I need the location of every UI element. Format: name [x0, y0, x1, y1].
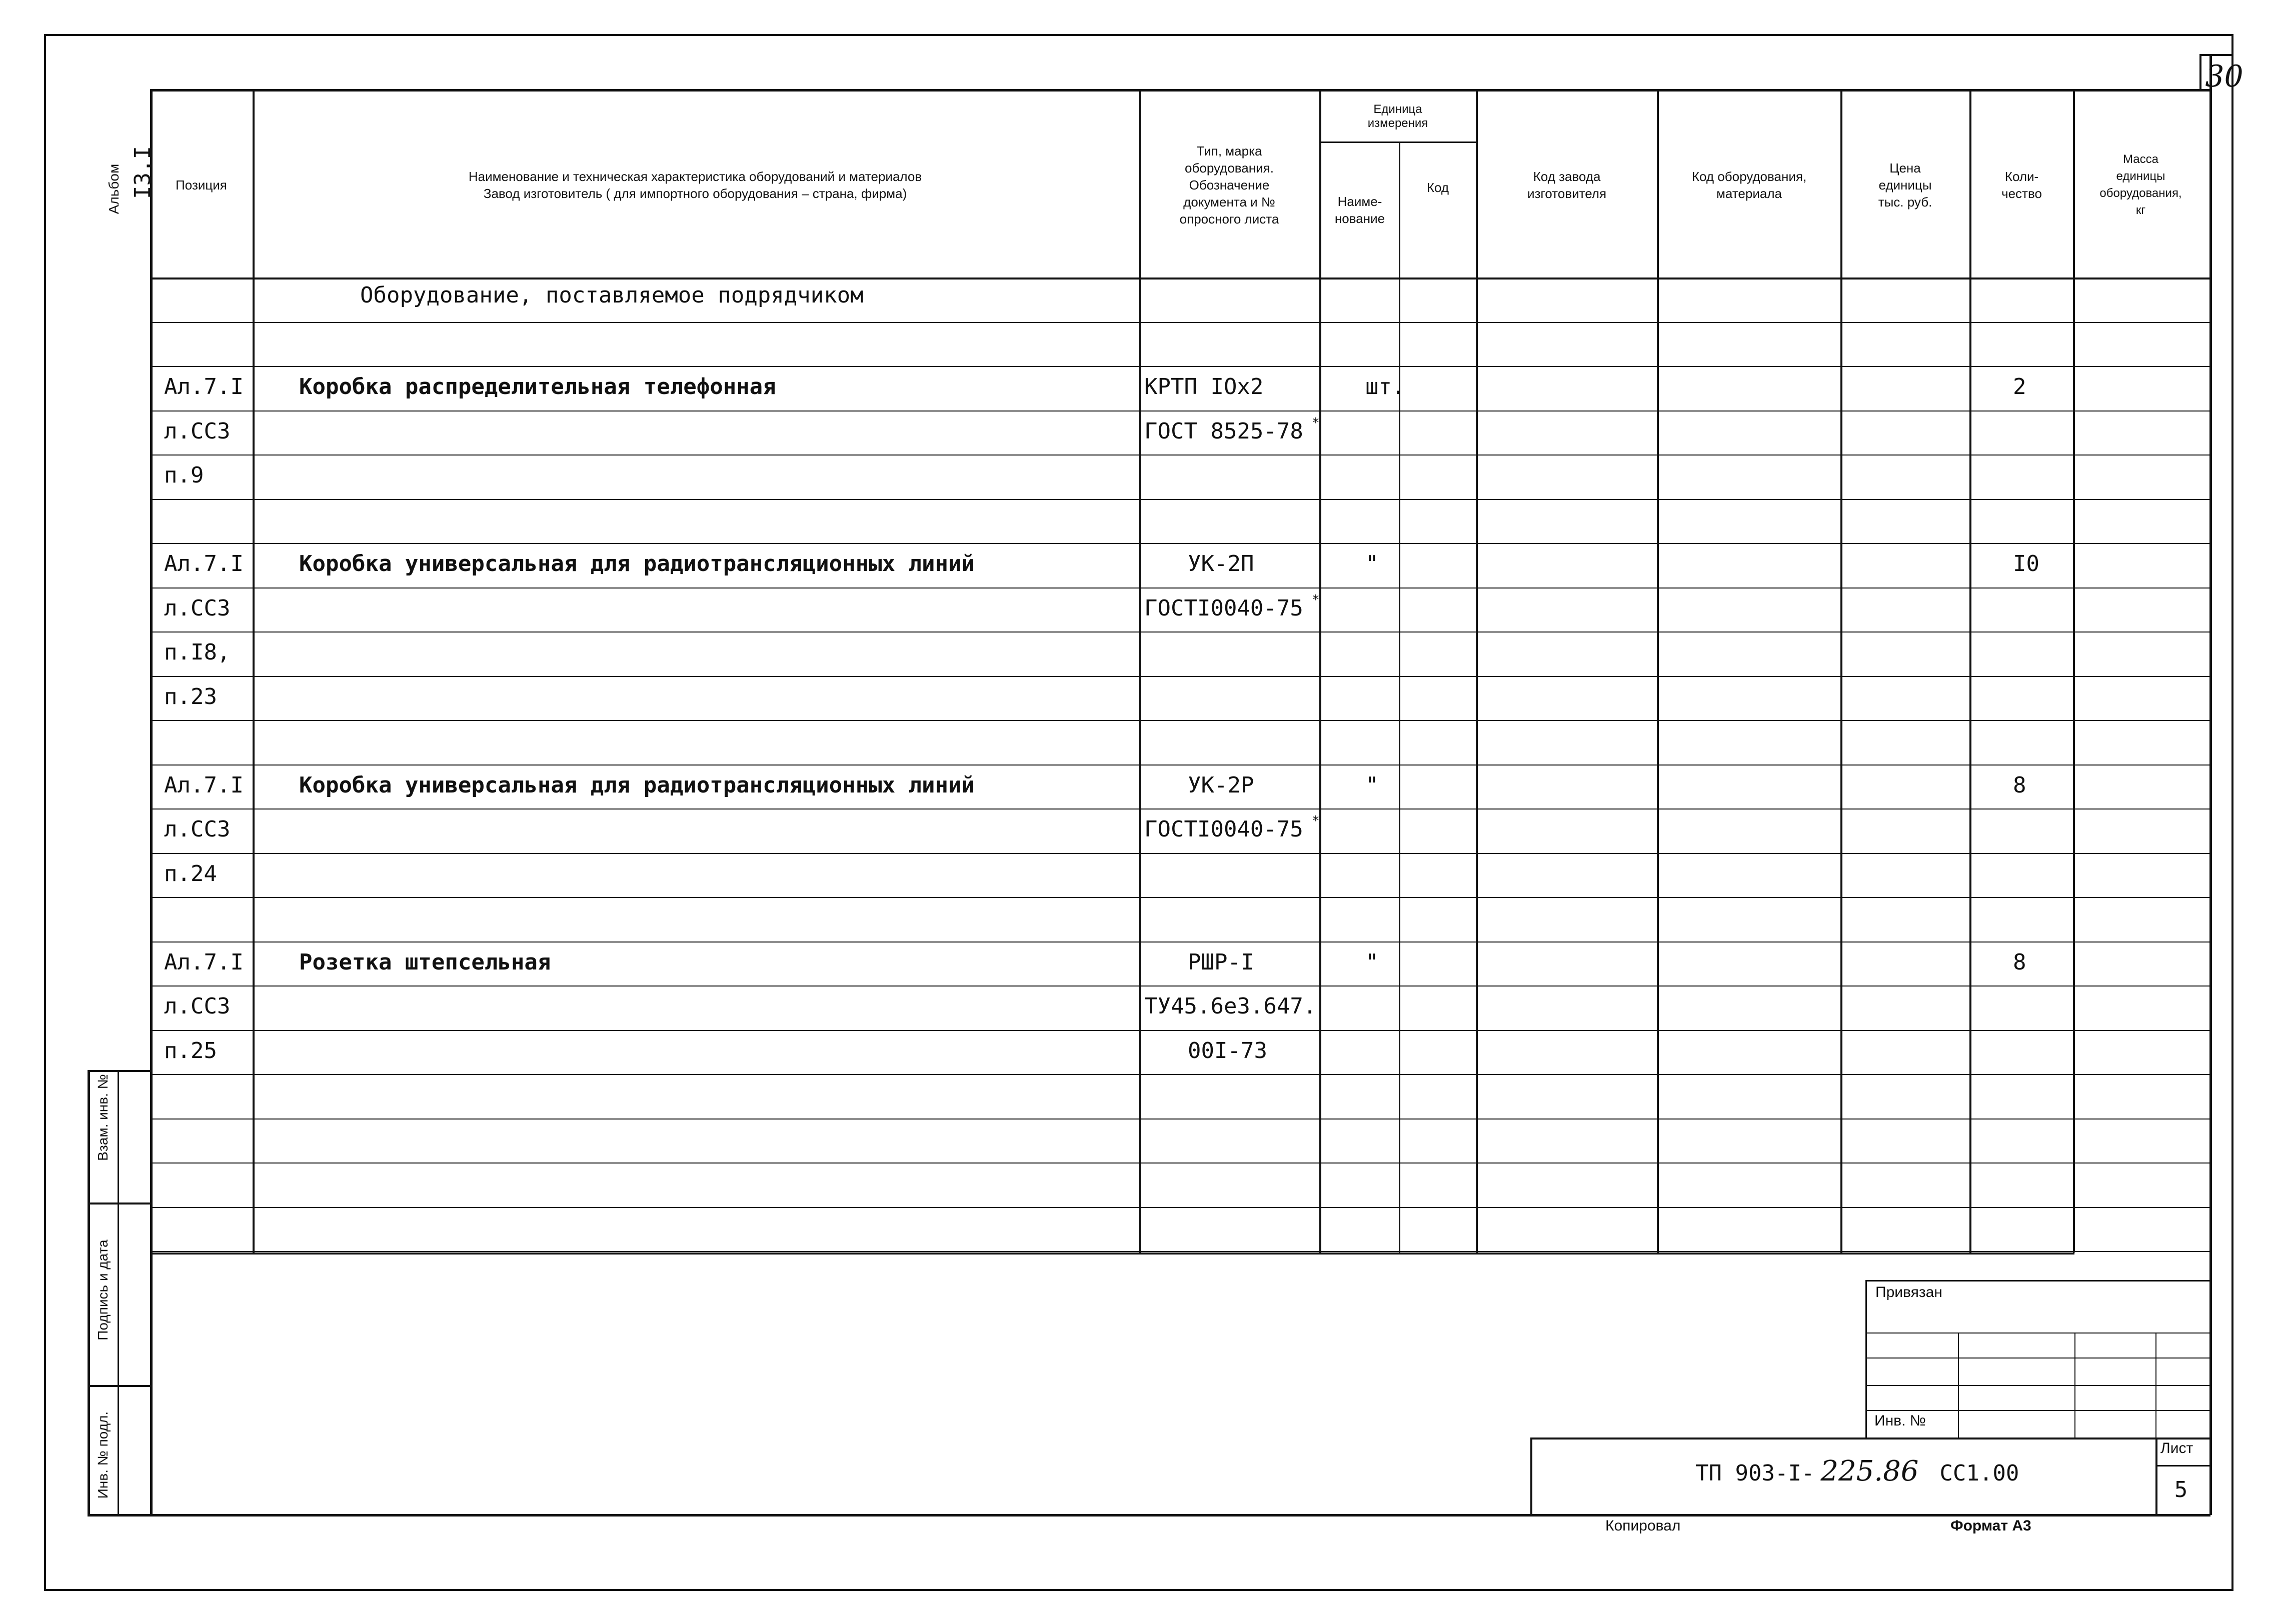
rule-horizontal	[150, 1030, 2210, 1031]
header-price: Цена единицы тыс. руб.	[1878, 160, 1932, 210]
row-unit: шт.	[1365, 374, 1405, 400]
footer-copied: Копировал	[1605, 1518, 1681, 1534]
row-name: Коробка универсальная для радиотрансляционных линий	[299, 772, 975, 798]
header-position: Позиция	[176, 178, 227, 192]
rule-horizontal	[150, 278, 2210, 280]
doc-prefix: ТП 903-I-	[1695, 1460, 1815, 1486]
row-position: Ал.7.I	[164, 772, 244, 798]
rule-vertical	[118, 1070, 119, 1515]
row-unit: "	[1365, 551, 1379, 576]
header-quantity: Коли- чество	[2001, 169, 2042, 201]
rule-horizontal	[1865, 1332, 2210, 1334]
row-quantity: 8	[2013, 772, 2026, 798]
rule-vertical	[150, 89, 153, 1515]
row-quantity: 8	[2013, 950, 2026, 975]
rule-horizontal	[1865, 1410, 2210, 1411]
doc-number: 225.86	[1820, 1455, 1919, 1488]
rule-horizontal	[2155, 1465, 2210, 1466]
doc-suffix: СС1.00	[1939, 1460, 2019, 1486]
row-type: УК-2П	[1188, 551, 1254, 576]
rule-horizontal	[150, 322, 2210, 323]
row-quantity: 2	[2013, 374, 2026, 400]
row-position: п.23	[164, 684, 217, 710]
header-plant-code: Код завода изготовителя	[1527, 169, 1607, 201]
row-position: л.СС3	[164, 994, 231, 1019]
rule-horizontal	[150, 853, 2210, 854]
row-type: ГОСТ 8525-78	[1144, 418, 1303, 444]
rule-horizontal	[150, 1074, 2210, 1075]
rule-vertical	[2074, 1332, 2075, 1438]
row-type: 00I-73	[1188, 1038, 1267, 1064]
rule-horizontal	[150, 1252, 2074, 1254]
row-name: Коробка распределительная телефонная	[299, 374, 776, 400]
rule-horizontal	[150, 720, 2210, 721]
row-position: л.СС3	[164, 418, 231, 444]
row-position: п.24	[164, 861, 217, 886]
row-unit: "	[1365, 950, 1379, 975]
rule-horizontal	[150, 1118, 2210, 1120]
rule-vertical	[1530, 1438, 1532, 1515]
rule-vertical	[88, 1070, 90, 1515]
rule-vertical	[2231, 34, 2233, 1591]
rule-horizontal	[44, 1589, 2233, 1591]
rule-horizontal	[150, 454, 2210, 456]
rule-horizontal	[150, 366, 2210, 367]
row-type: ГОСТI0040-75	[1144, 816, 1303, 842]
rule-horizontal	[150, 1251, 2210, 1252]
rule-horizontal	[150, 764, 2210, 766]
row-position: Ал.7.I	[164, 950, 244, 975]
rule-horizontal	[150, 897, 2210, 898]
rule-vertical	[44, 34, 46, 1591]
margin-vzam: Взам. инв. №	[95, 1074, 111, 1161]
stamp-sheet-label: Лист	[2160, 1440, 2193, 1456]
header-unit-code: Код	[1426, 180, 1449, 195]
row-unit: "	[1365, 772, 1379, 798]
row-position: п.25	[164, 1038, 217, 1064]
row-type: ТУ45.6еЗ.647.	[1144, 994, 1317, 1019]
header-unit-name: Наиме- нование	[1334, 194, 1385, 226]
rule-horizontal	[150, 808, 2210, 810]
rule-vertical	[1399, 142, 1400, 1252]
row-name: Коробка универсальная для радиотрансляционных линий	[299, 551, 975, 576]
row-type: КРТП IOx2	[1144, 374, 1264, 400]
rule-horizontal	[150, 410, 2210, 412]
row-type: УК-2Р	[1188, 772, 1254, 798]
rule-vertical	[2209, 55, 2212, 1515]
header-unit-group: Единица измерения	[1367, 102, 1428, 130]
margin-inv: Инв. № подл.	[95, 1411, 111, 1499]
rule-horizontal	[150, 499, 2210, 500]
rule-horizontal	[1865, 1385, 2210, 1386]
rule-horizontal	[150, 89, 2210, 92]
rule-horizontal	[88, 1514, 2210, 1516]
row-position: п.I8,	[164, 640, 231, 665]
row-name: Розетка штепсельная	[299, 950, 551, 975]
type-mark: *	[1312, 416, 1320, 430]
stamp-inv-no: Инв. №	[1874, 1412, 1926, 1429]
album-label: Альбом	[106, 164, 122, 214]
rule-vertical	[1865, 1280, 1867, 1438]
row-type: ГОСТI0040-75	[1144, 596, 1303, 621]
rule-vertical	[2155, 1332, 2156, 1438]
album-number: I3.I	[130, 146, 156, 199]
header-mass: Масса единицы оборудования, кг	[2099, 152, 2182, 217]
margin-podpis: Подпись и дата	[95, 1240, 111, 1340]
row-type: РШР-I	[1188, 950, 1254, 975]
section-title: Оборудование, поставляемое подрядчиком	[360, 282, 864, 308]
rule-horizontal	[1865, 1280, 2210, 1282]
header-equipment-code: Код оборудования, материала	[1691, 169, 1807, 201]
row-position: л.СС3	[164, 816, 231, 842]
rule-horizontal	[44, 34, 2233, 36]
rule-horizontal	[150, 1162, 2210, 1164]
rule-horizontal	[1530, 1438, 2210, 1440]
rule-horizontal	[150, 676, 2210, 677]
header-type: Тип, марка оборудования. Обозначение документа и № опросного листа	[1179, 144, 1279, 226]
page-number: 30	[2205, 59, 2243, 94]
rule-vertical	[1958, 1332, 1959, 1438]
stamp-privyazan: Привязан	[1875, 1284, 1942, 1300]
row-position: Ал.7.I	[164, 374, 244, 400]
row-position: п.9	[164, 462, 204, 488]
type-mark: *	[1312, 814, 1320, 828]
row-quantity: I0	[2013, 551, 2039, 576]
header-name: Наименование и техническая характеристика оборудований и материалов Завод изготовитель ( для импортного оборудования – страна, фирма)	[468, 169, 922, 201]
rule-horizontal	[150, 1207, 2210, 1208]
rule-horizontal	[150, 543, 2210, 544]
stamp-sheet-number: 5	[2174, 1477, 2188, 1502]
document-code	[1695, 1455, 2019, 1490]
type-mark: *	[1312, 592, 1320, 608]
footer-format: Формат А3	[1950, 1518, 2031, 1534]
row-position: Ал.7.I	[164, 551, 244, 576]
row-position: л.СС3	[164, 596, 231, 621]
